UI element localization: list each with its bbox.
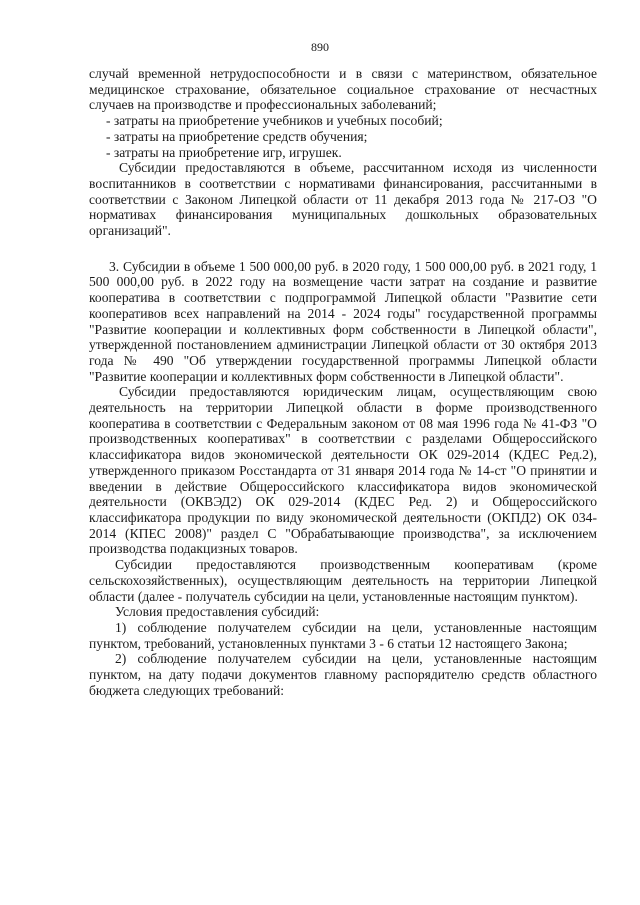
paragraph-condition-1: 1) соблюдение получателем субсидии на цели, установленные настоящим пунктом, требований, установленных пунктами 3 - 6 статьи 12 настоящего Закона; — [89, 619, 597, 651]
paragraph-conditions-heading: Условия предоставления субсидий: — [115, 604, 320, 620]
page-number: 890 — [311, 40, 329, 54]
paragraph-condition-2: 2) соблюдение получателем субсидии на цели, установленные настоящим пунктом, на дату подачи документов главному распорядителю средств областного бюджета следующих требований: — [89, 651, 597, 698]
list-item-textbooks: - затраты на приобретение учебников и учебных пособий; — [106, 113, 443, 129]
document-body — [89, 66, 597, 698]
list-item-toys: - затраты на приобретение игр, игрушек. — [106, 144, 342, 160]
paragraph-gap — [89, 239, 597, 259]
paragraph-insurance-continuation: случай временной нетрудоспособности и в связи с материнством, обязательное медицинское страхование, обязательное социальное страхование от несчастных случаев на производстве и профессиональных заболеваний; — [89, 66, 597, 113]
list-item-learning-tools: - затраты на приобретение средств обучения; — [106, 128, 368, 144]
paragraph-subsidy-volume: Субсидии предоставляются в объеме, рассчитанном исходя из численности воспитанников в соответствии с нормативами финансирования, рассчитанными в соответствии с Законом Липецкой области от 11 декабря 2013 года № 217-ОЗ "О нормативах финансирования муниципальных дошкольных образовательных организаций". — [89, 160, 597, 239]
paragraph-legal-entities: Субсидии предоставляются юридическим лицам, осуществляющим свою деятельность на территории Липецкой области в форме производственного кооператива в соответствии с Федеральным законом от 08 мая 1996 года № 41-ФЗ "О производственных кооперативах" в соответствии с разделами Общероссийского классификатора видов экономической деятельности ОК 029-2014 (КДЕС Ред.2), утвержденного приказом Росстандарта от 31 января 2014 года № 14-ст "О принятии и введении в действие Общероссийского классификатора видов экономической деятельности (ОКВЭД2) ОК 029-2014 (КДЕС Ред. 2) и Общероссийского классификатора продукции по виду экономической деятельности (ОКПД2) ОК 034-2014 (КПЕС 2008)" раздел С "Обрабатывающие производства", за исключением производства подакцизных товаров. — [89, 384, 597, 557]
paragraph-item-3: 3. Субсидии в объеме 1 500 000,00 руб. в 2020 году, 1 500 000,00 руб. в 2021 году, 1 500 000,00 руб. в 2022 году на возмещение части затрат на создание и развитие кооператива в соответствии с подпрограммой Липецкой области "Развитие сети кооперативов всех направлений на 2014 - 2024 годы" государственной программы "Развитие кооперации и коллективных форм собственности в Липецкой области", утвержденной постановлением администрации Липецкой области от 30 октября 2013 года № 490 "Об утверждении государственной программы Липецкой области "Развитие кооперации и коллективных форм собственности в Липецкой области". — [89, 258, 597, 384]
paragraph-production-cooperatives: Субсидии предоставляются производственным кооперативам (кроме сельскохозяйственных), осуществляющим деятельность на территории Липецкой области (далее - получатель субсидии на цели, установленные настоящим пунктом). — [89, 557, 597, 604]
